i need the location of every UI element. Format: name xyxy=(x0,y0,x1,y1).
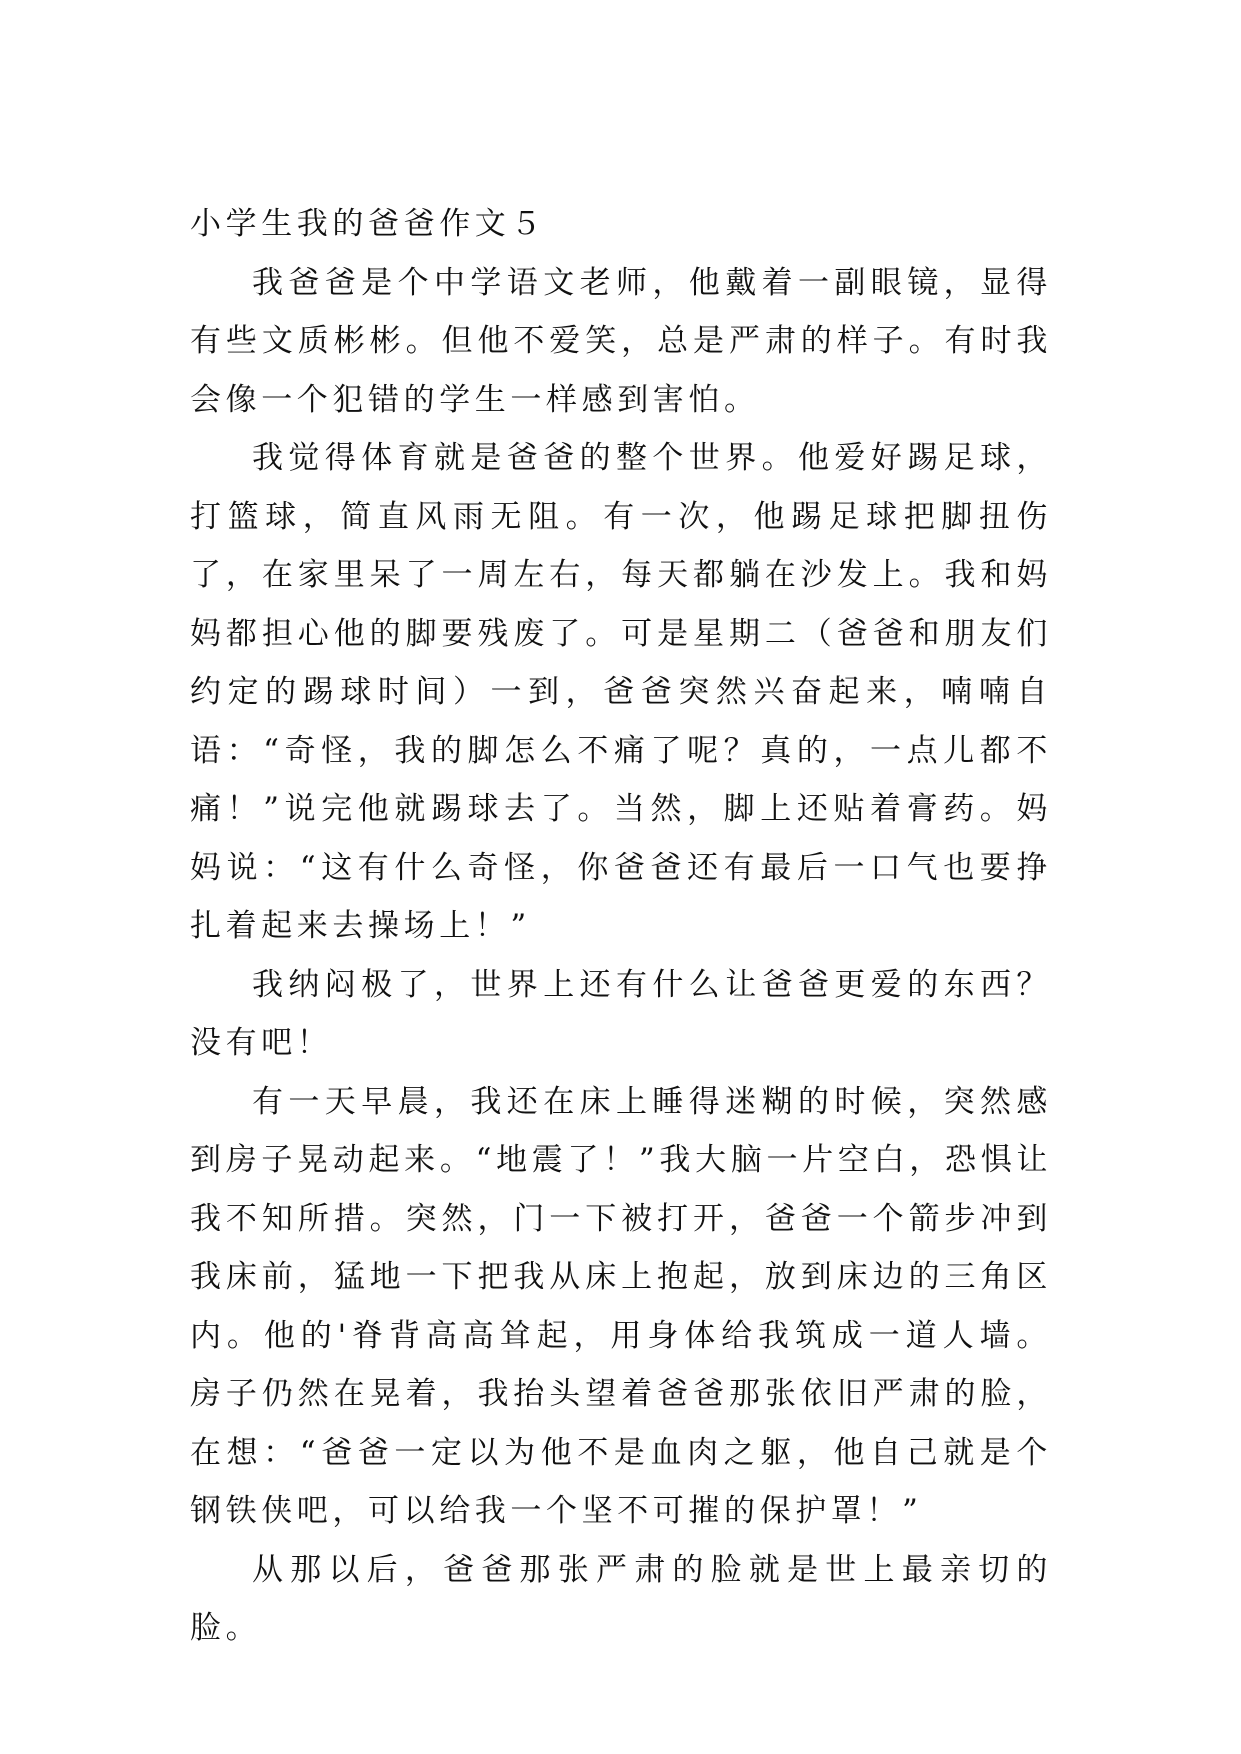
essay-body xyxy=(190,195,1052,1658)
paragraph-4: 有一天早晨，我还在床上睡得迷糊的时候，突然感到房子晃动起来。“地震了！”我大脑一片空白，恐惧让我不知所措。突然，门一下被打开，爸爸一个箭步冲到我床前，猛地一下把我从床上抱起，放到床边的三角区内。他的'脊背高高耸起，用身体给我筑成一道人墙。房子仍然在晃着，我抬头望着爸爸那张依旧严肃的脸，在想：“爸爸一定以为他不是血肉之躯，他自己就是个钢铁侠吧，可以给我一个坚不可摧的保护罩！” xyxy=(190,1083,1052,1529)
paragraph-2: 我觉得体育就是爸爸的整个世界。他爱好踢足球，打篮球，简直风雨无阻。有一次，他踢足球把脚扭伤了，在家里呆了一周左右，每天都躺在沙发上。我和妈妈都担心他的脚要残废了。可是星期二（爸爸和朋友们约定的踢球时间）一到，爸爸突然兴奋起来，喃喃自语：“奇怪，我的脚怎么不痛了呢？真的，一点儿都不痛！”说完他就踢球去了。当然，脚上还贴着膏药。妈妈说：“这有什么奇怪，你爸爸还有最后一口气也要挣扎着起来去操场上！” xyxy=(190,440,1052,944)
paragraph-1: 我爸爸是个中学语文老师，他戴着一副眼镜，显得有些文质彬彬。但他不爱笑，总是严肃的样子。有时我会像一个犯错的学生一样感到害怕。 xyxy=(190,264,1052,418)
essay-title: 小学生我的爸爸作文５ xyxy=(190,206,546,242)
paragraph-3: 我纳闷极了，世界上还有什么让爸爸更爱的东西？没有吧！ xyxy=(190,966,1052,1061)
paragraph-5: 从那以后，爸爸那张严肃的脸就是世上最亲切的脸。 xyxy=(190,1551,1052,1646)
